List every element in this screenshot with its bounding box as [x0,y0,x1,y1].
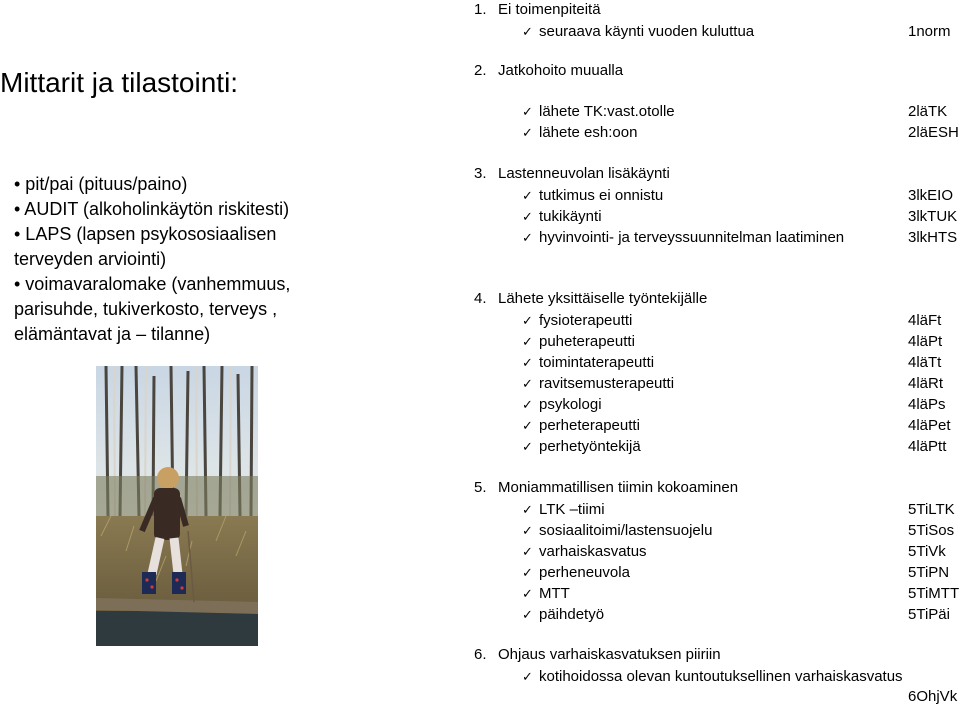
check-icon: ✓ [522,564,533,580]
item-label: fysioterapeutti [539,311,633,329]
item-code: 5TiPäi [908,605,950,623]
item-code: 3lkTUK [908,207,958,225]
item-code: 1norm [908,22,951,40]
item-label: tutkimus ei onnistu [539,186,664,204]
section-title: Ei toimenpiteitä [498,1,601,18]
list-item-line: terveyden arviointi) [14,249,167,269]
child-walking-photo [96,366,258,646]
section-2 [474,61,960,143]
list-item [474,352,960,373]
section-title: Jatkohoito muualla [498,62,624,79]
section-3 [474,164,960,248]
action-code-list [474,0,960,711]
check-icon: ✓ [522,396,533,412]
check-icon: ✓ [522,103,533,119]
check-icon: ✓ [522,417,533,433]
check-icon: ✓ [522,606,533,622]
item-code: 5TiVk [908,542,946,560]
item-label: toimintaterapeutti [539,353,655,371]
list-item [14,272,434,347]
list-item [474,21,960,42]
item-label: seuraava käynti vuoden kuluttua [539,22,755,40]
list-item [14,197,434,222]
item-code: 2läTK [908,102,948,120]
item-code: 5TiPN [908,563,950,581]
list-item-line: • voimavaralomake (vanhemmuus, [14,274,291,294]
item-code: 5TiSos [908,521,955,539]
section-header [474,478,960,498]
list-item [474,583,960,604]
item-label: puheterapeutti [539,332,635,350]
item-label: MTT [539,584,570,602]
list-item [474,499,960,520]
list-item-line: • AUDIT (alkoholinkäytön riskitesti) [14,199,290,219]
list-item [474,520,960,541]
item-label: psykologi [539,395,602,413]
section-6 [474,645,960,708]
list-item [474,666,960,687]
item-label: lähete TK:vast.otolle [539,102,675,120]
list-item [474,227,960,248]
list-item [474,604,960,625]
left-title: Mittarit ja tilastointi: [0,67,239,98]
list-item [474,206,960,227]
check-icon: ✓ [522,543,533,559]
section-header [474,164,960,184]
check-icon: ✓ [522,354,533,370]
check-icon: ✓ [522,668,533,684]
section-title: Moniammatillisen tiimin kokoaminen [498,479,739,496]
check-icon: ✓ [522,23,533,39]
section-title: Lähete yksittäiselle työntekijälle [498,290,708,307]
check-icon: ✓ [522,187,533,203]
check-icon: ✓ [522,501,533,517]
item-label: perhetyöntekijä [539,437,641,455]
item-label: kotihoidossa olevan kuntoutuksellinen varhaiskasvatus [539,667,903,685]
check-icon: ✓ [522,208,533,224]
list-item [14,172,434,197]
section-number: 2. [474,62,487,79]
check-icon: ✓ [522,438,533,454]
section-title: Lastenneuvolan lisäkäynti [498,165,670,182]
item-label: perheterapeutti [539,416,640,434]
list-item [14,222,434,272]
trailing-code-row [474,687,960,708]
section-number: 6. [474,646,487,663]
section-header [474,289,960,309]
item-code: 4läRt [908,374,944,392]
list-item [474,394,960,415]
list-item [474,541,960,562]
item-label: lähete esh:oon [539,123,638,141]
section-4 [474,289,960,457]
item-code: 6OhjVk [908,688,958,705]
check-icon: ✓ [522,333,533,349]
list-item-line: elämäntavat ja – tilanne) [14,324,211,344]
item-code: 3lkHTS [908,228,958,246]
list-item-line: • LAPS (lapsen psykososiaalisen [14,224,277,244]
check-icon: ✓ [522,585,533,601]
section-header [474,61,960,81]
section-1 [474,0,960,42]
item-label: päihdetyö [539,605,605,623]
item-code: 4läPet [908,416,951,434]
section-number: 4. [474,290,487,307]
list-item [474,310,960,331]
section-number: 5. [474,479,487,496]
photo-illustration [96,366,258,646]
check-icon: ✓ [522,375,533,391]
section-header [474,0,960,20]
check-icon: ✓ [522,522,533,538]
item-code: 4läTt [908,353,942,371]
check-icon: ✓ [522,124,533,140]
item-code: 4läFt [908,311,942,329]
section-header [474,645,960,665]
item-label: tukikäynti [539,207,602,225]
item-code: 5TiMTT [908,584,960,602]
item-label: varhaiskasvatus [539,542,647,560]
item-code: 4läPt [908,332,943,350]
list-item [474,562,960,583]
list-item-line: • pit/pai (pituus/paino) [14,174,188,194]
section-number: 1. [474,1,487,18]
list-item [474,185,960,206]
item-code: 4läPtt [908,437,947,455]
section-number: 3. [474,165,487,182]
list-item [474,415,960,436]
item-label: hyvinvointi- ja terveyssuunnitelman laatiminen [539,228,845,246]
list-item-line: parisuhde, tukiverkosto, terveys , [14,299,278,319]
list-item [474,436,960,457]
check-icon: ✓ [522,312,533,328]
list-item [474,101,960,122]
measures-list [14,172,434,347]
list-item [474,122,960,143]
list-item [474,373,960,394]
item-label: ravitsemusterapeutti [539,374,675,392]
item-code: 2läESH [908,123,959,141]
item-label: perheneuvola [539,563,630,581]
item-label: sosiaalitoimi/lastensuojelu [539,521,713,539]
check-icon: ✓ [522,229,533,245]
item-label: LTK –tiimi [539,500,605,518]
item-code: 3lkEIO [908,186,954,204]
section-5 [474,478,960,625]
section-title: Ohjaus varhaiskasvatuksen piiriin [498,646,721,663]
item-code: 5TiLTK [908,500,955,518]
item-code: 4läPs [908,395,946,413]
list-item [474,331,960,352]
